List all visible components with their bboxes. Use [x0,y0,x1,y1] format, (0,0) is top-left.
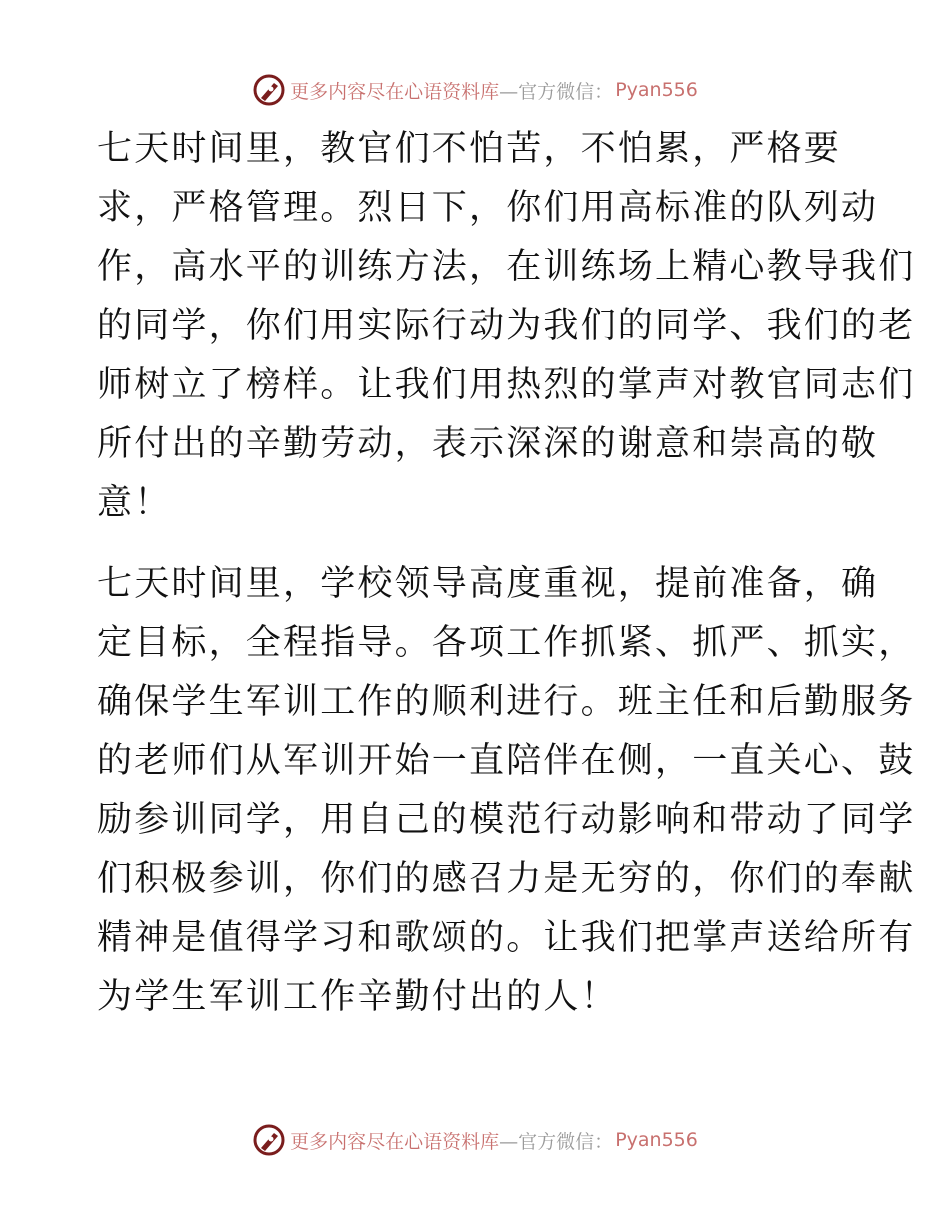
paragraph-line: 定目标，全程指导。各项工作抓紧、抓严、抓实， [97,623,916,663]
header-text-separator: —官方微信： [499,80,614,103]
pen-logo-icon [252,73,286,107]
paragraph-line: 精神是值得学习和歌颂的。让我们把掌声送给所有 [97,918,916,958]
paragraph-line: 师树立了榜样。让我们用热烈的掌声对教官同志们 [97,365,916,405]
paragraph-line: 励参训同学，用自己的模范行动影响和带动了同学 [97,800,916,840]
paragraph-line: 作，高水平的训练方法，在训练场上精心教导我们 [97,247,916,287]
paragraph-line: 求，严格管理。烈日下，你们用高标准的队列动 [97,188,879,228]
paragraph-1 [97,120,916,533]
paragraph-line: 七天时间里，教官们不怕苦，不怕累，严格要 [97,129,842,169]
header-text-main: 更多内容尽在心语资料库 [290,80,500,103]
footer-banner [0,1120,950,1160]
paragraph-line: 们积极参训，你们的感召力是无穷的，你们的奉献 [97,859,916,899]
paragraph-line: 七天时间里，学校领导高度重视，提前准备，确 [97,564,879,604]
pen-logo-icon [252,1123,286,1157]
header-banner [0,70,950,110]
paragraph-line: 为学生军训工作辛勤付出的人！ [97,977,618,1017]
paragraph-line: 确保学生军训工作的顺利进行。班主任和后勤服务 [97,682,916,722]
paragraph-line: 的同学，你们用实际行动为我们的同学、我们的老 [97,306,916,346]
paragraph-2 [97,555,916,1027]
paragraph-line: 所付出的辛勤劳动，表示深深的谢意和崇高的敬 [97,424,879,464]
header-wechat-id: Pyan556 [615,79,698,101]
paragraph-line: 意！ [97,483,172,523]
footer-text-separator: —官方微信： [499,1130,614,1153]
paragraph-line: 的老师们从军训开始一直陪伴在侧，一直关心、鼓 [97,741,916,781]
footer-wechat-id: Pyan556 [615,1129,698,1151]
document-body [97,120,916,1027]
footer-text-main: 更多内容尽在心语资料库 [290,1130,500,1153]
